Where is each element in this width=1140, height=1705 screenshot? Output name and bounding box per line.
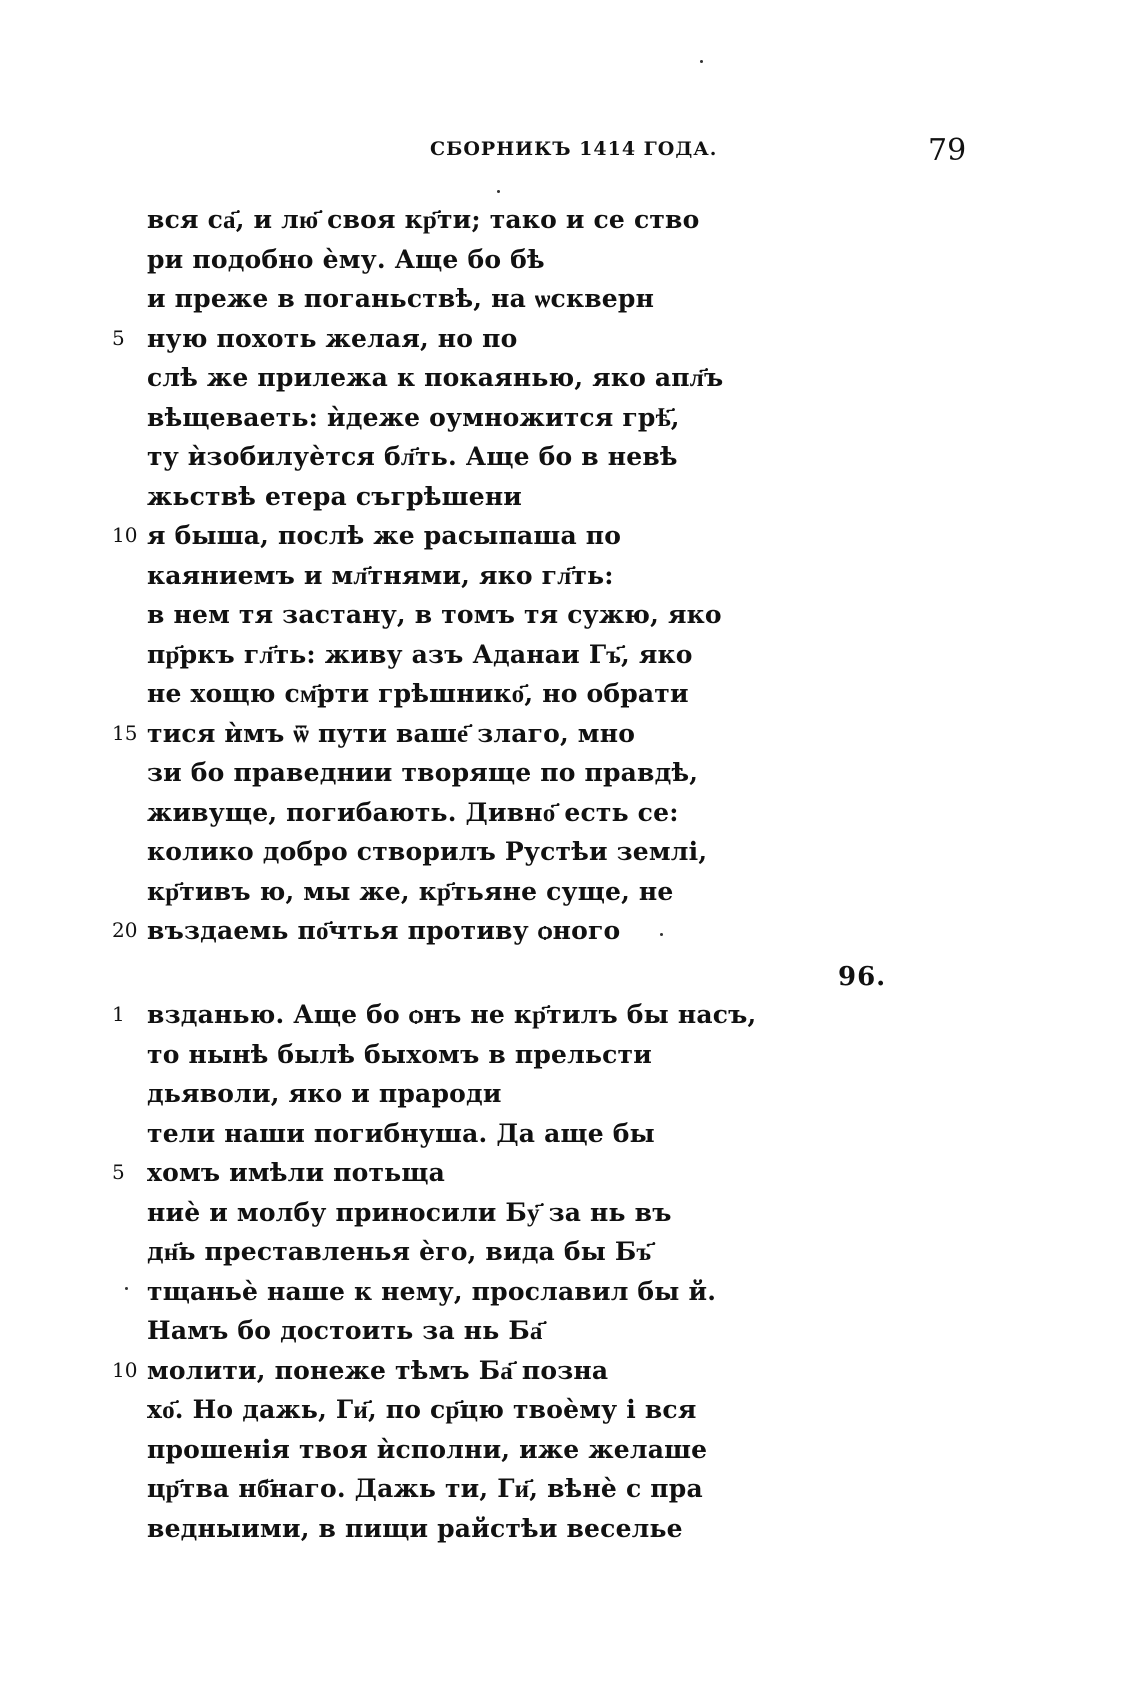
line-number: 1 (112, 1002, 125, 1026)
line-text: колико добро створилъ Рустѣи землі, (147, 837, 708, 866)
line-text: живуще, погибають. Дивно҃ есть се: (147, 797, 679, 827)
line-text: ри подобно ѐму. Аще бо бѣ (147, 244, 545, 274)
running-header: СБОРНИКЪ 1414 ГОДА. (430, 138, 718, 160)
line-text: то нынѣ былѣ быхомъ в прельсти (147, 1039, 652, 1069)
line-text: тщаньѐ наше к нему, прославил бы й. (147, 1276, 717, 1306)
line-text: и преже в поганьствѣ, на ѡскверн (147, 284, 655, 313)
line-text: прошенія твоя ѝсполни, иже желаше (147, 1434, 708, 1464)
line-number: 5 (112, 325, 125, 350)
line-text: взданью. Аще бо ѻнъ не кр҃тилъ бы насъ, (147, 1000, 757, 1029)
line-text: не хощю см҃рти грѣшнико҃, но обрати (147, 679, 689, 708)
folio-marker: 96. (838, 962, 887, 992)
line-number: 20 (112, 918, 138, 942)
line-text: в нем тя застану, в томъ тя сужю, яко (147, 600, 722, 629)
line-text: дьяволи, яко и прароди (147, 1079, 502, 1108)
line-text: Намъ бо достоить за нь Ба҃ (147, 1316, 543, 1345)
page-number: 79 (928, 133, 967, 168)
line-text: ведныими, в пищи райстѣи веселье (147, 1513, 683, 1543)
line-number: 10 (112, 1357, 138, 1382)
line-number: 5 (112, 1160, 125, 1184)
line-text: кр҃тивъ ю, мы же, кр҃тьяне суще, не (147, 876, 674, 906)
line-text: ту ѝзобилуѐтся бл҃ть. Аще бо в невѣ (147, 442, 678, 471)
line-text: молити, понеже тѣмъ Ба҃ позна (147, 1355, 609, 1385)
line-text: дн҃ь преставленья ѐго, вида бы Бъ҃ (147, 1237, 652, 1266)
line-text: слѣ же прилежа к покаянью, яко апл҃ъ (147, 363, 724, 392)
ink-speck (497, 190, 500, 193)
line-text: въздаемь по҃чтья противу ѻного (147, 916, 621, 945)
line-text: вся са҃, и лю҃ своя кр҃ти; тако и се ство (147, 205, 700, 234)
line-text: хомъ имѣли потьща (147, 1158, 445, 1187)
ink-speck (660, 933, 663, 936)
line-text: ную похоть желая, но по (147, 323, 518, 353)
line-number: 15 (112, 720, 138, 745)
ink-speck (125, 1287, 128, 1290)
line-text: вѣщеваеть: ѝдеже оумножится грѣ҃, (147, 402, 680, 432)
line-text: каяниемъ и мл҃тнями, яко гл҃ть: (147, 560, 614, 590)
line-text: тели наши погибнуша. Да аще бы (147, 1118, 655, 1148)
line-text: я быша, послѣ же расыпаша по (147, 521, 622, 550)
line-text: зи бо праведнии творяще по правдѣ, (147, 758, 699, 787)
line-text: цр҃тва нб҃наго. Дажь ти, Ги҃, вѣнѐ с пра (147, 1474, 703, 1503)
ink-speck (700, 60, 703, 63)
line-text: пр҃ркъ гл҃ть: живу азъ Аданаи Гъ҃, яко (147, 639, 693, 669)
line-text: тися ѝмъ ѿ пути ваше҃ злаго, мно (147, 718, 636, 748)
line-text: хо҃. Но дажь, Ги҃, по ср҃цю твоѐму і вся (147, 1395, 697, 1424)
line-text: ниѐ и молбу приносили Бу҃ за нь въ (147, 1197, 672, 1227)
line-number: 10 (112, 523, 138, 547)
line-text: жьствѣ етера съгрѣшени (147, 481, 523, 511)
